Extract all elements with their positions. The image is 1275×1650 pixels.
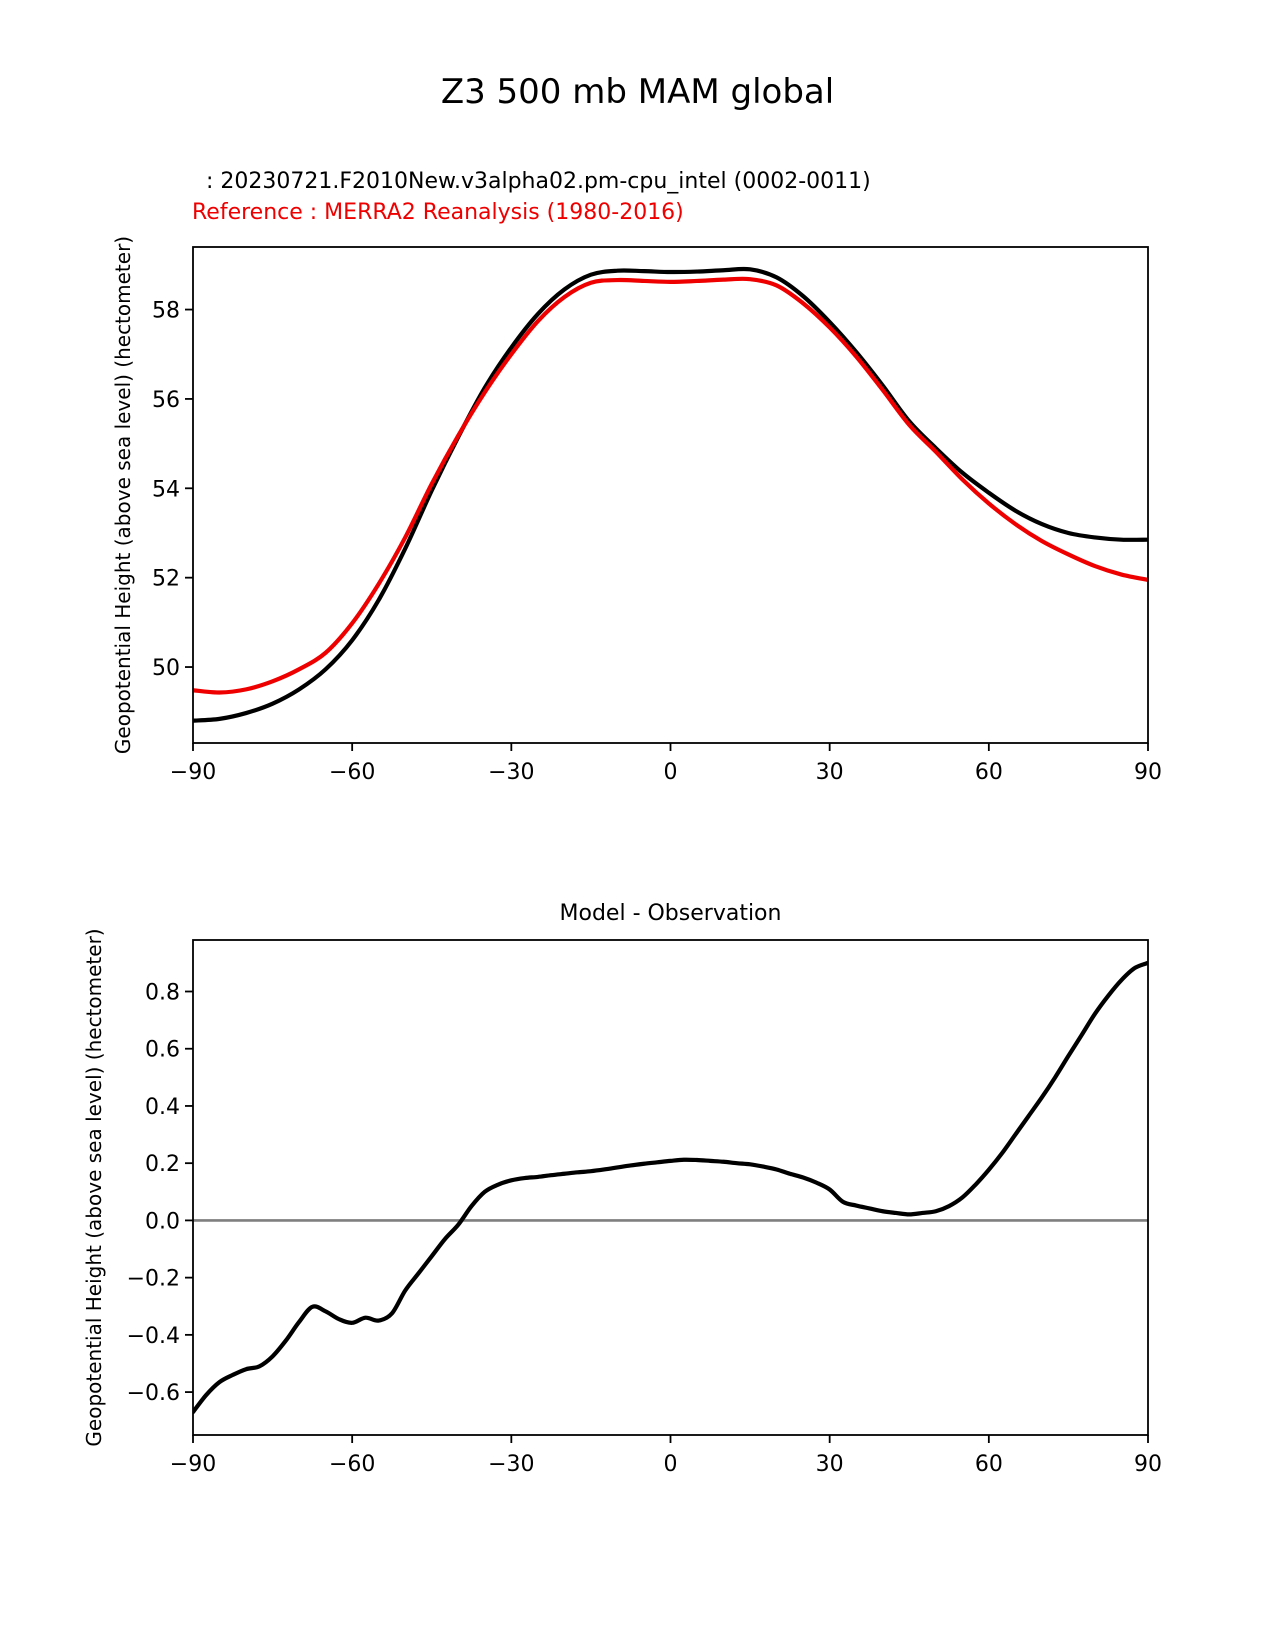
x-tick-label: 60: [974, 760, 1003, 785]
y-axis-label: Geopotential Height (above sea level) (hectometer): [111, 235, 135, 755]
x-tick-label: 0: [663, 1452, 678, 1477]
difference-curve: [193, 963, 1148, 1412]
y-tick-label: 0.8: [145, 980, 180, 1006]
model-minus-observation-chart: [82, 928, 1162, 1477]
y-tick-label: 54: [152, 477, 180, 503]
y-tick-label: 50: [152, 656, 180, 682]
x-tick-label: 60: [974, 1452, 1003, 1477]
y-tick-label: −0.2: [126, 1266, 180, 1292]
plot-frame: [193, 247, 1148, 743]
x-tick-label: 30: [815, 760, 844, 785]
model-curve: [193, 269, 1148, 721]
y-tick-label: 52: [152, 566, 180, 592]
x-tick-label: 30: [815, 1452, 844, 1477]
figure-title: Z3 500 mb MAM global: [440, 72, 835, 112]
x-tick-label: 90: [1134, 1452, 1162, 1477]
legend-reference-line: Reference : MERRA2 Reanalysis (1980-2016): [192, 200, 684, 225]
y-tick-label: −0.6: [126, 1381, 180, 1407]
y-tick-label: 56: [152, 387, 180, 413]
x-tick-label: −90: [169, 760, 217, 785]
y-tick-label: 0.6: [145, 1037, 180, 1063]
reference-curve: [193, 279, 1148, 693]
y-tick-label: 0.0: [145, 1209, 180, 1235]
x-tick-label: −30: [488, 760, 535, 785]
y-tick-label: 0.2: [145, 1152, 180, 1178]
y-axis-label: Geopotential Height (above sea level) (hectometer): [82, 928, 106, 1447]
x-tick-label: 90: [1134, 760, 1162, 785]
x-tick-label: −90: [169, 1452, 217, 1477]
x-tick-label: −60: [328, 760, 376, 785]
x-tick-label: −60: [328, 1452, 376, 1477]
x-tick-label: 0: [663, 760, 678, 785]
y-tick-label: 58: [152, 298, 180, 324]
legend-model-line: : 20230721.F2010New.v3alpha02.pm-cpu_intel (0002-0011): [206, 169, 871, 194]
y-tick-label: 0.4: [145, 1094, 180, 1120]
plot-frame: [193, 940, 1148, 1435]
y-tick-label: −0.4: [126, 1323, 180, 1349]
difference-chart-title: Model - Observation: [559, 901, 782, 926]
latitude-profile-chart: [111, 236, 1162, 785]
x-tick-label: −30: [488, 1452, 535, 1477]
